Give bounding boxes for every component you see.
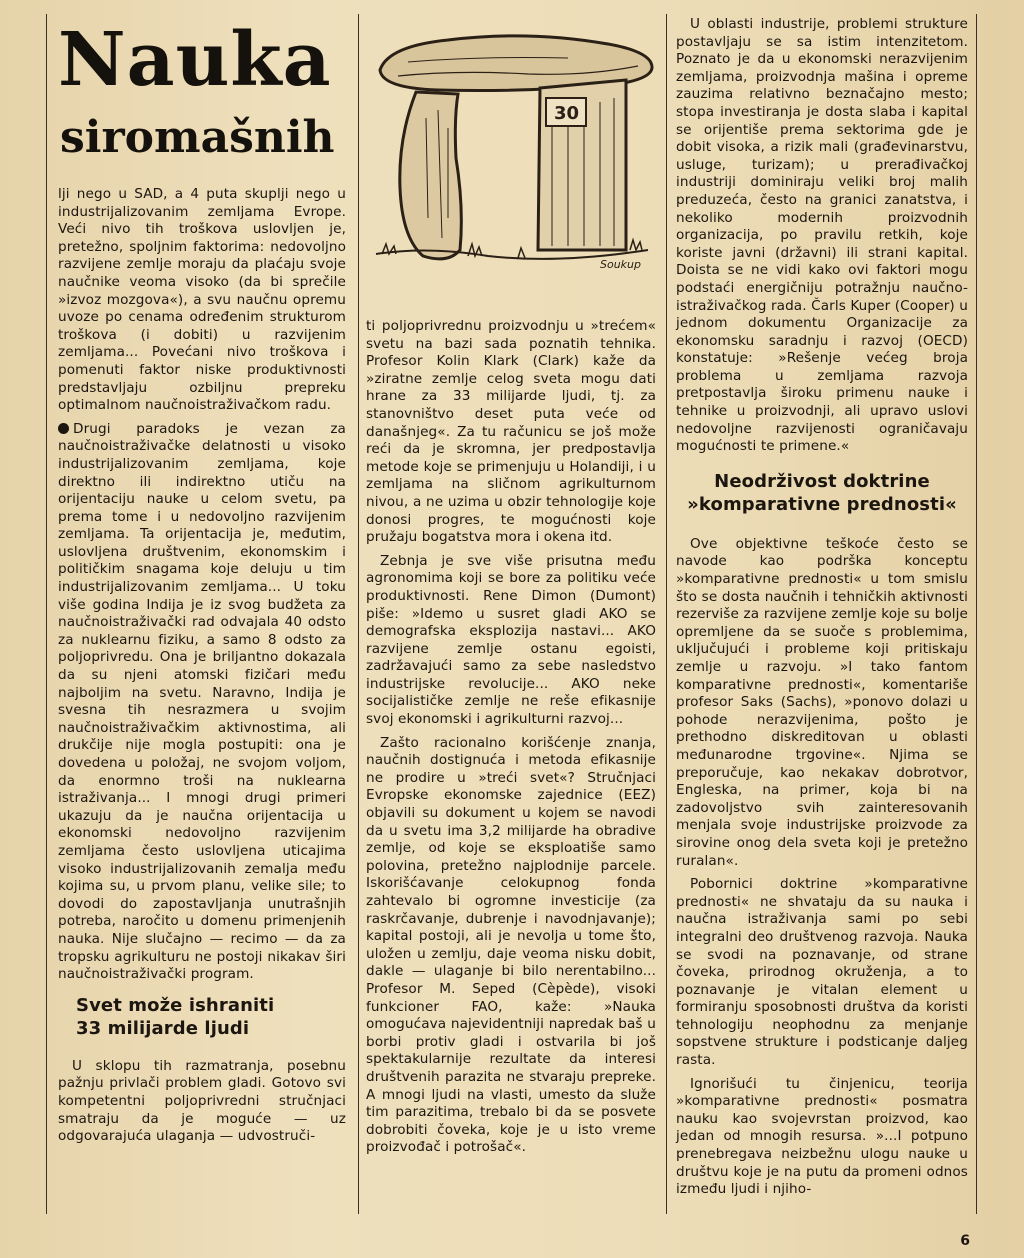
col2-paragraph-3: Zašto racionalno korišćenje znanja, naučnih dostignuća i metoda efikasnije ne prodire u »treći svet«? Stručnjaci Evropske ekonomske zajednice (EEZ) objavili su dokument u kojem se navodi da u svetu ima 3,2 milijarde ha obradive zemlje, od koje se eksploatiše samo polovina, pretežno najplodnije parcele. Iskorišćavanje celokupnog fonda zahtevalo bi ogromne investicije (za raskrčavanje, dubrenje i navodnjavanje); kapital postoji, ali je nevolja u tome što, uložen u zemlju, daje veoma nisku dobit, dakle — ulaganje bi bilo nerentabilno... Profesor M. Seped (Cèpède), visoki funkcioner FAO, kaže: »Nauka omogućava najevidentniji napredak baš u borbi protiv gladi i ostvarila bi još spektakularnije rezultate da interesi društvenih parazita ne stvaraju prepreke. A mnogi ljudi na vlasti, umesto da služe tim parazitima, trebalo bi da se posvete dobrobiti čoveka, koje je u isto vreme proizvođač i potrošač«.	[366, 734, 656, 1156]
column-1	[58, 186, 346, 1152]
col3-paragraph-4: Ignorišući tu činjenicu, teorija »komparativne prednosti« posmatra nauku kao svojevrstan proizvod, kao jedan od mnogih resursa. »...I potpuno prenebregava neizbežnu ulogu nauke u društvu koje je na putu da promeni odnos između ljudi i njiho-	[676, 1075, 968, 1198]
col2-paragraph-1: ti poljoprivrednu proizvodnju u »trećem« svetu na bazi sada poznatih tehnika. Profesor Kolin Klark (Clark) kaže da »ziratne zemlje celog sveta mogu dati hrane za 33 milijarde ljudi, tj. za stanovništvo deset puta veće od današnjeg«. Za tu računicu se još može reći da je skromna, jer predpostavlja metode koje se primenjuju u Holandiji, i u zemljama na sličnom agrikulturnom nivou, a ne uzima u obzir tehnologije koje donosi progres, te mogućnosti koje pružaju bogatstva mora i okena itd.	[366, 318, 656, 546]
column-rule-right	[976, 14, 977, 1214]
headline-line1: Nauka	[58, 17, 332, 103]
col1-paragraph-3: U sklopu tih razmatranja, posebnu pažnju privlači problem gladi. Gotovo svi kompetentni poljoprivredni stručnjaci smatraju da je moguće — uz odgovarajuća ulaganja — udvostruči-	[58, 1057, 346, 1145]
column-2	[366, 318, 656, 1163]
col3-paragraph-1: U oblasti industrije, problemi strukture postavljaju se sa istim intenzitetom. Poznato je da u ekonomski nerazvijenim zemljama, proizvodnja mašina i opreme zauzima relativno beznačajno mesto; stopa investiranja je dosta slaba i kapital se orijentiše prema sektorima gde je dobit visoka, a rizik mali (građevinarstvu, usluge, turizam); u prerađivačkoj industriji dominiraju veliki broj malih preduzeća, često na granici zanatstva, i nekoliko modernih proizvodnih organizacija, po pravilu retkih, koje koriste javni (državni) ili strani kapital. Doista se ne vidi kako ovi faktori mogu podstaći energičniju potražnju naučno-istraživačkog rada. Čarls Kuper (Cooper) u jednom dokumentu Organizacije za ekonomsku saradnju i razvoj (OECD) konstatuje: »Rešenje većeg broja problema u zemljama razvoja pretpostavlja široku primenu nauke i tehnike u proizvodnji, ali upravo uslovi nedovoljne razvijenosti ograničavaju mogućnosti te primene.«	[676, 16, 968, 455]
col1-paragraph-2: Drugi paradoks je vezan za naučnoistraživačke delatnosti u visoko industrijalizovanim zemljama, koje direktno ili indirektno utiču na orijentaciju nauke u celom svetu, pa prema tome i u nedovoljno razvijenim zemljama. Ta orijentacija je, međutim, uslovljena društvenim, ekonomskim i političkim snagama koje deluju u tim industrijalizovanim zemljama... U toku više godina Indija je iz svog budžeta za naučnoistraživački rad odvajala 40 odsto za nuklearnu fiziku, a samo 8 odsto za poljoprivredu. Ona je briljantno dokazala da su njeni atomski fizičari među najboljim na svetu. Naravno, Indija je svesna tih nesrazmera u svojim naučnoistraživačkim aktivnostima, ali drukčije nije mogla postupiti: ona je dovedena u položaj, ne svojom voljom, da enormno troši na nuklearna istraživanja... I mnogi drugi primeri ukazuju da je naučna orijentacija u ekonomski nedovoljno razvijenim zemljama često uslovljena uticajima visoko industrijalizovanih zemalja među kojima su, u prvom planu, velike sile; to dovodi do zapostavljanja unutrašnjih potreba, naročito u domenu primenjenih nauka. Nije slučajno — recimo — da za tropsku agrikulturu ne postoji nikakav širi naučnoistraživački program.	[58, 420, 346, 983]
col3-paragraph-3: Pobornici doktrine »komparativne prednosti« ne shvataju da su nauka i naučna istraživanja sami po sebi integralni deo društvenog razvoja. Nauka se svodi na poznavanje, od strane čoveka, prirodnog okruženja, a to poznavanje je vitalan element u formiranju sposobnosti društva da koristi tehnologiju neophodnu za menjanje sopstvene strukture i podsticanje daljeg rasta.	[676, 876, 968, 1069]
col2-paragraph-2: Zebnja je sve više prisutna među agronomima koji se bore za politiku veće produktivnosti. Rene Dimon (Dumont) piše: »Idemo u susret gladi AKO se demografska eksplozija nastavi... AKO razvijene zemlje ostanu egoisti, zadržavajući samo za sebe nasledstvo industrijske revolucije... AKO neke socijalističke zemlje ne reše efikasnije svoj ekonomski i agrikulturni razvoj...	[366, 552, 656, 728]
headline-line2: siromašnih	[60, 112, 335, 163]
col3-subheading: Neodrživost doktrine »komparativne prednosti«	[687, 470, 957, 515]
page-number: 6	[960, 1233, 970, 1249]
col3-paragraph-2: Ove objektivne teškoće često se navode kao podrška konceptu »komparativne prednosti« u tom smislu što se dosta naučnih i tehničkih aktivnosti rezerviše za razvijene zemlje koje su bolje opremljene da se suoče s problemima, uključujući i probleme koji pritiskaju zemlje u razvoju. »I tako fantom komparativne prednosti«, komentariše profesor Saks (Sachs), »ponovo dolazi u pohode nerazvijenima, pošto je prethodno diskreditovan u oblasti međunarodne trgovine«. Njima se preporučuje, kao nekakav dobrotvor, Engleska, na primer, koja bi na zadovoljstvo svih zainteresovanih menjala svoje industrijske proizvode za sirovine onog dela sveta koji je pretežno ruralan«.	[676, 535, 968, 869]
bullet-icon	[58, 423, 69, 434]
column-rule-1	[358, 14, 359, 1214]
dolmen-illustration	[368, 18, 658, 273]
column-3	[676, 16, 968, 1205]
col1-subheading: Svet može ishraniti 33 milijarde ljudi	[76, 994, 275, 1039]
column-rule-left	[46, 14, 47, 1214]
column-rule-2	[666, 14, 667, 1214]
svg-text:30: 30	[554, 103, 580, 124]
illustration-signature: Soukup	[600, 258, 642, 271]
col1-paragraph-1: lji nego u SAD, a 4 puta skuplji nego u industrijalizovanim zemljama Evrope. Veći nivo tih troškova uslovljen je, pretežno, spoljnim faktorima: nedovoljno razvijene zemlje moraju da plaćaju svoje naučnike veoma visoko (da bi sprečile »izvoz mozgova«), a svu naučnu opremu uvoze po cenama određenim strukturom troškova (i dobiti) u razvijenim zemljama... Povećani nivo troškova i pomenuti faktor niske produktivnosti predstavljaju ozbiljnu prepreku optimalnom naučnoistraživačkom radu.	[58, 186, 346, 414]
